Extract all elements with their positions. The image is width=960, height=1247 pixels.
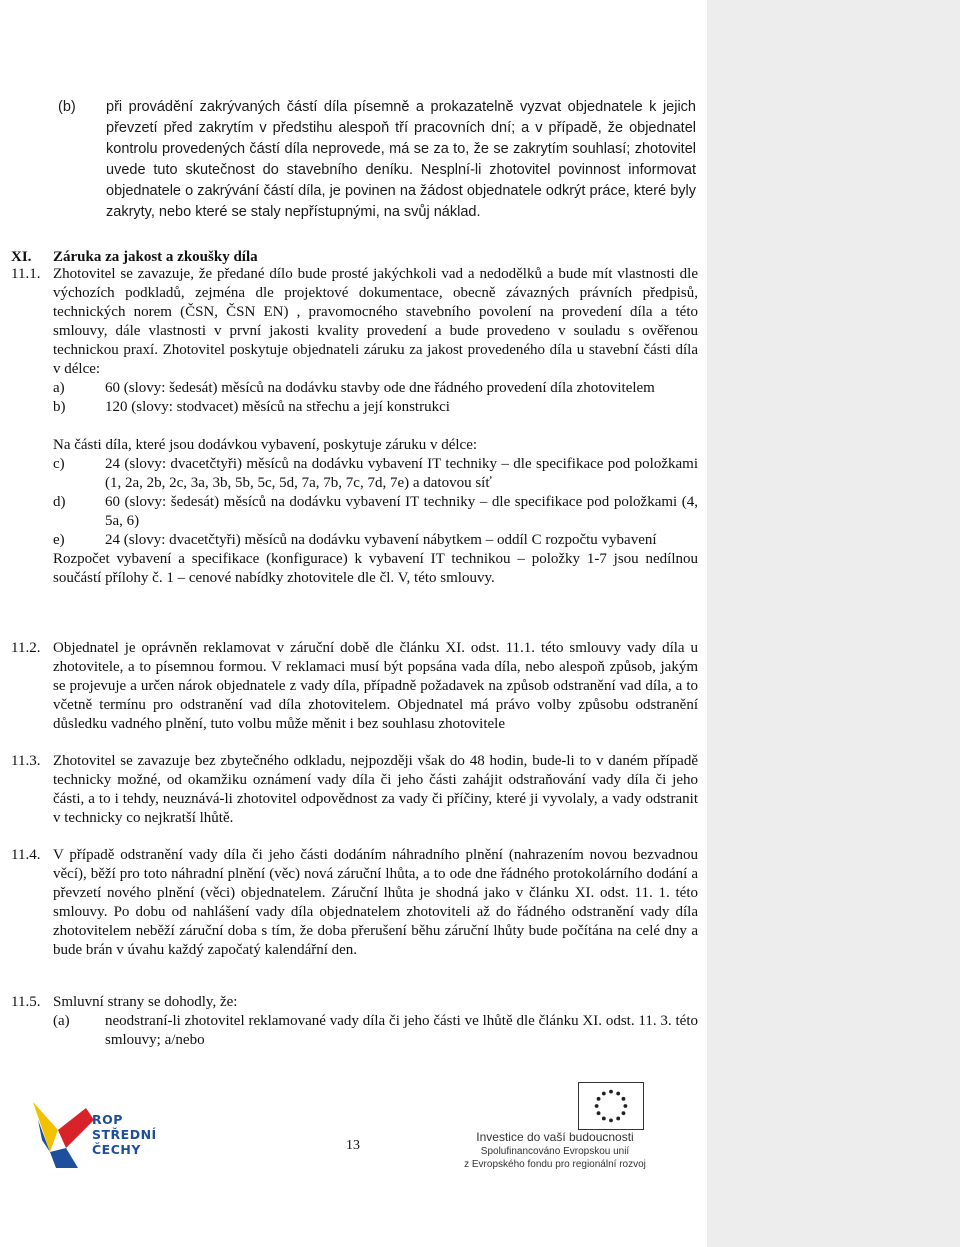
- equipment-intro: Na části díla, které jsou dodávkou vybavení, poskytuje záruku v délce:: [53, 437, 478, 453]
- list-label: a): [53, 380, 65, 396]
- list-label: e): [53, 532, 65, 548]
- paragraph-text: Objednatel je oprávněn reklamovat v záruční době dle článku XI. odst. 11.1. této smlouvy vady díla u zhotovitele, a to písemnou formou. V reklamaci musí být popsána vada díla, nebo alespoň způsob, jakým se projevuje a určen nárok objednatele z vady díla, případně požadavek na způsob odstranění vad díla, a to včetně termínu pro odstranění vad díla zhotovitelem. Objednatel má právo volby způsobu odstranění důsledku vadného plnění, tuto volbu může měnit i bez souhlasu zhotovitele: [53, 640, 698, 732]
- list-item-e: [53, 531, 698, 550]
- paragraph-number: 11.3.: [11, 753, 41, 769]
- paragraph-text: Zhotovitel se zavazuje bez zbytečného odkladu, nejpozději však do 48 hodin, bude-li to v daném případě technicky možné, od okamžiku oznámení vady díla či jeho části zahájit odstraňování vady díla či jeho části, a to i tehdy, neuznává-li zhotovitel odpovědnost za vady či příčiny, které ji vyvolaly, a vady odstranit v technicky co nejkratší lhůtě.: [53, 753, 698, 826]
- list-text: neodstraní-li zhotovitel reklamované vady díla či jeho části ve lhůtě dle článku XI. odst. 11. 3. této smlouvy; a/nebo: [105, 1013, 698, 1048]
- list-item-b: [53, 398, 698, 417]
- paragraph-text: V případě odstranění vady díla či jeho části dodáním náhradního plnění (nahrazením novou bezvadnou věcí), běží pro toto náhradní plnění (věc) nová záruční lhůta, a to ode dne řádného protokolárního dodání a převzetí nového plnění (věci) objednatelem. Záruční lhůta je shodná jako v článku XI. odst. 11. 1. této smlouvy. Po dobu od nahlášení vady díla objednatelem zhotoviteli až do řádného odstranění vady díla zhotovitelem neběží záruční doba s tím, že doba přerušení běhu záruční lhůty bude počítána na celé dny a bude brán v úvahu každý započatý kalendářní den.: [53, 847, 698, 958]
- section-number: XI.: [11, 249, 32, 265]
- eu-line-1: Investice do vaší budoucnosti: [476, 1130, 634, 1144]
- section-title: Záruka za jakost a zkoušky díla: [53, 249, 258, 265]
- paragraph-number: 11.2.: [11, 640, 41, 656]
- paragraph-number: 11.4.: [11, 847, 41, 863]
- list-label: d): [53, 494, 66, 510]
- list-text: 120 (slovy: stodvacet) měsíců na střechu a její konstrukci: [105, 399, 450, 415]
- paragraph-text: Smluvní strany se dohodly, že:: [53, 994, 238, 1010]
- clause-b-text: při provádění zakrývaných částí díla písemně a prokazatelně vyzvat objednatele k jejich převzetí před zakrytím v předstihu alespoň tří pracovních dní; a v případě, že objednatel kontrolu provedených částí díla neprovede, má se za to, že se zakrytím souhlasí; zhotovitel uvede tuto skutečnost do stavebního deníku. Nesplní-li zhotovitel povinnost informovat objednatele o zakrývání částí díla, je povinen na žádost objednatele odkrýt práce, které byly zakryty, nebo které se staly nepřístupnými, na svůj náklad.: [106, 99, 696, 220]
- list-text: 60 (slovy: šedesát) měsíců na dodávku stavby ode dne řádného provedení díla zhotovitelem: [105, 380, 655, 396]
- paragraph-number: 11.1.: [11, 266, 41, 282]
- list-text: 24 (slovy: dvacetčtyři) měsíců na dodávku vybavení nábytkem – oddíl C rozpočtu vybavení: [105, 532, 657, 548]
- eu-flag-icon: [578, 1082, 644, 1130]
- paragraph-text: Zhotovitel se zavazuje, že předané dílo bude prosté jakýchkoli vad a nedodělků a bude mít vlastnosti dle výchozích podkladů, zejména dle projektové dokumentace, obecně závazných právních předpisů, technických norem (ČSN, ČSN EN) , pravomocného stavebního povolení na provedení díla a této smlouvy, dále vlastnosti v první jakosti kvality provedení a bude provedeno v souladu s ověřenou technickou praxí. Zhotovitel poskytuje objednateli záruku za jakost provedeného díla u stavební části díla v délce:: [53, 266, 698, 377]
- list-text: 24 (slovy: dvacetčtyři) měsíců na dodávku vybavení IT techniky – dle specifikace pod položkami (1, 2a, 2b, 2c, 3a, 3b, 5b, 5c, 5d, 7a, 7b, 7c, 7d, 7e) a datovou síť: [105, 456, 698, 491]
- list-item-c: [53, 455, 698, 493]
- list-label: b): [53, 399, 66, 415]
- paragraph-number: 11.5.: [11, 994, 41, 1010]
- right-margin-panel: [707, 0, 960, 1247]
- list-item-a: [53, 379, 698, 398]
- page-number: 13: [346, 1138, 360, 1153]
- clause-b-label: (b): [58, 99, 76, 115]
- closing-text: Rozpočet vybavení a specifikace (konfigurace) k vybavení IT technikou – položky 1-7 jsou nedílnou součástí přílohy č. 1 – cenové nabídky zhotovitele dle čl. V, této smlouvy.: [53, 551, 698, 586]
- list-item-d: [53, 493, 698, 531]
- list-item-a: [53, 1012, 698, 1050]
- rop-logo-line: ČECHY: [92, 1142, 141, 1157]
- list-label: c): [53, 456, 65, 472]
- eu-line-3: z Evropského fondu pro regionální rozvoj: [464, 1159, 646, 1170]
- rop-logo-text: [92, 1112, 157, 1157]
- rop-logo-line: ROP: [92, 1112, 123, 1127]
- eu-line-2: Spolufinancováno Evropskou unií: [480, 1146, 630, 1157]
- list-label: (a): [53, 1013, 70, 1029]
- eu-funding-text: [460, 1130, 650, 1171]
- rop-logo-line: STŘEDNÍ: [92, 1127, 157, 1142]
- list-text: 60 (slovy: šedesát) měsíců na dodávku vybavení IT techniky – dle specifikace pod položkami (4, 5a, 6): [105, 494, 698, 529]
